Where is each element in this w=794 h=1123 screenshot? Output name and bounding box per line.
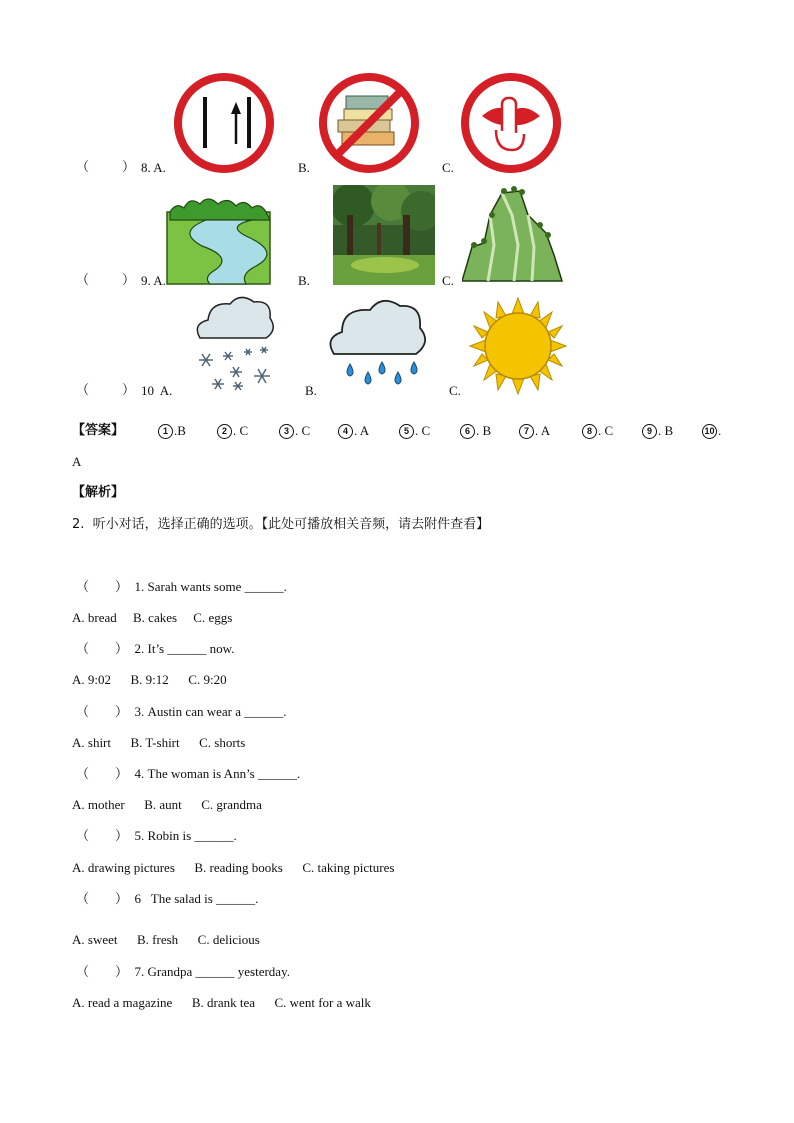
- answer-item: 7 . A: [519, 423, 550, 439]
- q8-option-b: B.: [298, 160, 310, 175]
- answer-item: 4 . A: [338, 423, 369, 439]
- question-1: （ ） 1. Sarah wants some ______.: [76, 579, 287, 594]
- q10-option-c: C.: [449, 383, 461, 398]
- answer-item: 3 . C: [279, 423, 310, 439]
- no-overtaking-sign-image: [172, 72, 277, 174]
- q8-option-c: C.: [442, 160, 454, 175]
- no-books-sign-image: [316, 72, 422, 174]
- q10-option-b: B.: [305, 383, 317, 398]
- be-quiet-sign-image: [458, 72, 564, 174]
- q9-option-b: B.: [298, 273, 310, 288]
- q9-paren: （ ）: [76, 273, 136, 288]
- answer-tail: A: [72, 454, 82, 469]
- question-2-options: A. 9:02 B. 9:12 C. 9:20: [72, 672, 227, 687]
- answer-item: 8 . C: [582, 423, 613, 439]
- answer-item: 10 .: [702, 423, 721, 439]
- question-7: （ ） 7. Grandpa ______ yesterday.: [76, 964, 290, 979]
- question-3: （ ） 3. Austin can wear a ______.: [76, 704, 287, 719]
- mountain-image: [462, 185, 564, 285]
- question-1-options: A. bread B. cakes C. eggs: [72, 610, 233, 625]
- rain-icon: [326, 294, 428, 394]
- forest-image: [333, 185, 435, 285]
- answer-item: 9 . B: [642, 423, 673, 439]
- question-3-options: A. shirt B. T-shirt C. shorts: [72, 735, 246, 750]
- question-6-options: A. sweet B. fresh C. delicious: [72, 932, 260, 947]
- q10-paren: （ ）: [76, 383, 136, 398]
- q8-paren: （ ）: [76, 160, 136, 175]
- q8-number-option-a: 8. A.: [141, 160, 166, 175]
- question-4-options: A. mother B. aunt C. grandma: [72, 797, 262, 812]
- question-4: （ ） 4. The woman is Ann’s ______.: [76, 766, 301, 781]
- river-image: [166, 198, 271, 285]
- answer-item: 6 . B: [460, 423, 491, 439]
- q9-option-c: C.: [442, 273, 454, 288]
- q9-number-option-a: 9. A.: [141, 273, 166, 288]
- question-5-options: A. drawing pictures B. reading books C. taking pictures: [72, 860, 395, 875]
- question-7-options: A. read a magazine B. drank tea C. went for a walk: [72, 995, 371, 1010]
- section-2-heading: 2. 听小对话，选择正确的选项。【此处可播放相关音频，请去附件查看】: [72, 517, 490, 532]
- answer-item: 2 . C: [217, 423, 248, 439]
- answer-item: 5 . C: [399, 423, 430, 439]
- sun-icon: [466, 296, 570, 396]
- q10-number-option-a: 10 A.: [141, 383, 173, 398]
- snow-icon: [192, 294, 276, 398]
- answer-label: 【答案】: [72, 423, 125, 438]
- question-2: （ ） 2. It’s ______ now.: [76, 641, 235, 656]
- question-5: （ ） 5. Robin is ______.: [76, 828, 237, 843]
- question-6: （ ） 6 The salad is ______.: [76, 891, 259, 906]
- answer-item: 1 .B: [158, 423, 186, 439]
- analysis-label: 【解析】: [72, 485, 125, 500]
